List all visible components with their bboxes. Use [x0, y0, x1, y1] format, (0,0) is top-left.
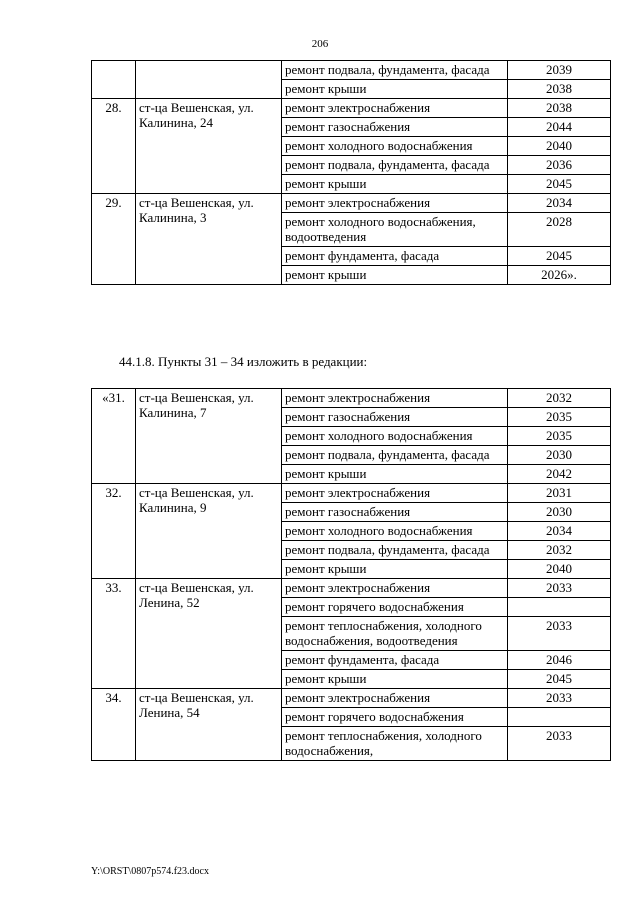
work-type: ремонт холодного водоснабжения: [282, 137, 508, 156]
item-number: 34.: [92, 689, 136, 761]
planned-year: 2036: [508, 156, 611, 175]
planned-year: 2035: [508, 427, 611, 446]
building-address: ст-ца Вешенская, ул. Калинина, 7: [136, 389, 282, 484]
planned-year: 2033: [508, 617, 611, 651]
work-type: ремонт газоснабжения: [282, 118, 508, 137]
planned-year: [508, 708, 611, 727]
amendment-paragraph: 44.1.8. Пункты 31 – 34 изложить в редакции:: [119, 354, 368, 369]
item-number: 32.: [92, 484, 136, 579]
repair-table-top: [91, 60, 611, 285]
table-row: [92, 484, 611, 503]
building-address: ст-ца Вешенская, ул. Калинина, 3: [136, 194, 282, 285]
work-type: ремонт электроснабжения: [282, 579, 508, 598]
planned-year: 2032: [508, 389, 611, 408]
table-body: [92, 61, 611, 285]
table-row: [92, 61, 611, 80]
work-type: ремонт крыши: [282, 266, 508, 285]
work-type: ремонт подвала, фундамента, фасада: [282, 156, 508, 175]
planned-year: 2040: [508, 560, 611, 579]
planned-year: 2034: [508, 522, 611, 541]
planned-year: 2030: [508, 446, 611, 465]
table-row: [92, 389, 611, 408]
item-number: [92, 61, 136, 99]
work-type: ремонт горячего водоснабжения: [282, 708, 508, 727]
planned-year: 2033: [508, 727, 611, 761]
work-type: ремонт крыши: [282, 465, 508, 484]
table-row: [92, 194, 611, 213]
item-number: 29.: [92, 194, 136, 285]
repair-table-amended: [91, 388, 611, 761]
work-type: ремонт фундамента, фасада: [282, 247, 508, 266]
building-address: ст-ца Вешенская, ул. Калинина, 24: [136, 99, 282, 194]
item-number: 28.: [92, 99, 136, 194]
planned-year: 2045: [508, 670, 611, 689]
planned-year: 2039: [508, 61, 611, 80]
planned-year: 2042: [508, 465, 611, 484]
building-address: ст-ца Вешенская, ул. Ленина, 52: [136, 579, 282, 689]
planned-year: 2046: [508, 651, 611, 670]
planned-year: 2031: [508, 484, 611, 503]
work-type: ремонт теплоснабжения, холодного водоснабжения,: [282, 727, 508, 761]
work-type: ремонт фундамента, фасада: [282, 651, 508, 670]
work-type: ремонт холодного водоснабжения: [282, 522, 508, 541]
planned-year: 2033: [508, 689, 611, 708]
planned-year: 2030: [508, 503, 611, 522]
planned-year: 2045: [508, 247, 611, 266]
work-type: ремонт электроснабжения: [282, 389, 508, 408]
work-type: ремонт электроснабжения: [282, 484, 508, 503]
item-number: «31.: [92, 389, 136, 484]
work-type: ремонт холодного водоснабжения, водоотведения: [282, 213, 508, 247]
work-type: ремонт горячего водоснабжения: [282, 598, 508, 617]
table-body: [92, 389, 611, 761]
work-type: ремонт крыши: [282, 670, 508, 689]
work-type: ремонт газоснабжения: [282, 503, 508, 522]
work-type: ремонт электроснабжения: [282, 689, 508, 708]
work-type: ремонт крыши: [282, 560, 508, 579]
planned-year: 2038: [508, 99, 611, 118]
table-row: [92, 689, 611, 708]
planned-year: 2044: [508, 118, 611, 137]
planned-year: 2035: [508, 408, 611, 427]
planned-year: 2033: [508, 579, 611, 598]
planned-year: 2034: [508, 194, 611, 213]
planned-year: 2040: [508, 137, 611, 156]
table-row: [92, 99, 611, 118]
work-type: ремонт подвала, фундамента, фасада: [282, 61, 508, 80]
work-type: ремонт подвала, фундамента, фасада: [282, 541, 508, 560]
file-path-footer: Y:\ORST\0807p574.f23.docx: [91, 866, 209, 877]
planned-year: 2026».: [508, 266, 611, 285]
work-type: ремонт теплоснабжения, холодного водоснабжения, водоотведения: [282, 617, 508, 651]
page-number: 206: [311, 38, 329, 50]
table-row: [92, 579, 611, 598]
planned-year: 2032: [508, 541, 611, 560]
work-type: ремонт холодного водоснабжения: [282, 427, 508, 446]
work-type: ремонт крыши: [282, 80, 508, 99]
building-address: ст-ца Вешенская, ул. Ленина, 54: [136, 689, 282, 761]
work-type: ремонт электроснабжения: [282, 99, 508, 118]
building-address: [136, 61, 282, 99]
work-type: ремонт электроснабжения: [282, 194, 508, 213]
work-type: ремонт подвала, фундамента, фасада: [282, 446, 508, 465]
work-type: ремонт крыши: [282, 175, 508, 194]
work-type: ремонт газоснабжения: [282, 408, 508, 427]
planned-year: 2038: [508, 80, 611, 99]
planned-year: 2028: [508, 213, 611, 247]
planned-year: 2045: [508, 175, 611, 194]
item-number: 33.: [92, 579, 136, 689]
planned-year: [508, 598, 611, 617]
building-address: ст-ца Вешенская, ул. Калинина, 9: [136, 484, 282, 579]
